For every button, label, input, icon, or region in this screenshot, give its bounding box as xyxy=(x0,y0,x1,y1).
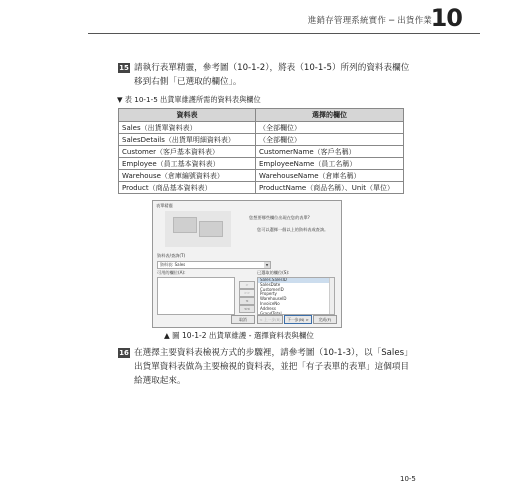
wizard-illustration xyxy=(165,211,231,247)
step-16-text xyxy=(134,346,444,388)
table-cell: SalesDetails（出貨單明細資料表） xyxy=(119,134,256,146)
step-16-badge: 16 xyxy=(119,349,129,357)
available-fields-list[interactable] xyxy=(157,277,235,315)
illustration-block xyxy=(199,221,223,237)
table-cell: EmployeeName（員工名稱） xyxy=(256,158,404,170)
header-rule xyxy=(88,33,480,34)
next-button[interactable]: 下一步(N) > xyxy=(284,315,312,324)
table-cell: ProductName（商品名稱）、Unit（單位） xyxy=(256,182,404,194)
finish-button[interactable]: 完成(F) xyxy=(313,315,337,324)
remove-all-button[interactable]: << xyxy=(239,305,255,313)
move-one-button[interactable]: > xyxy=(239,281,255,289)
table-row xyxy=(119,146,404,158)
chevron-down-icon[interactable]: ▼ xyxy=(265,263,269,267)
table-cell: Customer（客戶基本資料表） xyxy=(119,146,256,158)
form-wizard-dialog xyxy=(152,200,342,328)
list-item[interactable]: GrandTotal xyxy=(260,310,282,315)
table-cell: （全部欄位） xyxy=(256,122,404,134)
step-line: 給選取起來。 xyxy=(134,376,186,386)
available-fields-label: 可用的欄位(A): xyxy=(157,270,186,275)
list-item[interactable]: InvoiceNo xyxy=(260,300,280,306)
page-number: 10-5 xyxy=(400,475,416,483)
table-query-value: 資料表: Sales xyxy=(160,262,186,267)
table-cell: WarehouseName（倉庫名稱） xyxy=(256,170,404,182)
scrollbar[interactable] xyxy=(329,278,334,314)
table-cell: Product（商品基本資料表） xyxy=(119,182,256,194)
running-header: 進銷存管理系統實作 ─ 出貨作業 xyxy=(307,16,432,26)
table-query-label: 資料表/查詢(T) xyxy=(157,253,186,258)
figure-caption: ▲ 圖 10-1-2 出貨單維護 - 選擇資料表與欄位 xyxy=(164,331,314,340)
list-item[interactable]: Address xyxy=(260,305,276,311)
table-header: 資料表 xyxy=(119,109,256,122)
list-item[interactable]: Sales.SalesID xyxy=(258,278,334,283)
step-line: 出貨單資料表做為主要檢視的資料表，並把「有子表單的表單」這個項目 xyxy=(134,362,410,372)
dialog-title: 表單精靈 xyxy=(156,203,173,208)
dialog-hint: 您可以選擇一個以上的資料表或查詢。 xyxy=(257,227,329,232)
list-item[interactable]: WarehouseID xyxy=(260,296,287,302)
table-cell: CustomerName（客戶名稱） xyxy=(256,146,404,158)
table-cell: Sales（出貨單資料表） xyxy=(119,122,256,134)
step-line: 移到右側「已選取的欄位」。 xyxy=(134,77,242,87)
table-header: 選擇的欄位 xyxy=(256,109,404,122)
selected-fields-list[interactable] xyxy=(257,277,335,315)
table-cell: Warehouse（倉庫編號資料表） xyxy=(119,170,256,182)
table-row xyxy=(119,158,404,170)
list-item[interactable]: CustomerID xyxy=(260,286,284,292)
table-row xyxy=(119,170,404,182)
step-15-badge: 15 xyxy=(119,64,129,72)
back-button[interactable]: < 上一步(B) xyxy=(257,315,283,324)
step-15-text xyxy=(134,61,444,89)
cancel-button[interactable]: 取消 xyxy=(231,315,255,324)
table-cell: Employee（員工基本資料表） xyxy=(119,158,256,170)
table-cell: （全部欄位） xyxy=(256,134,404,146)
fields-table xyxy=(118,108,404,194)
chapter-number: 10 xyxy=(430,4,462,32)
list-item[interactable]: Property xyxy=(260,291,277,297)
table-caption: ▼ 表 10-1-5 出貨單維護所需的資料表與欄位 xyxy=(117,95,261,104)
remove-one-button[interactable]: < xyxy=(239,297,255,305)
selected-fields-label: 已選取的欄位(S): xyxy=(257,270,290,275)
step-line: 請執行表單精靈，參考圖（10-1-2），將表（10-1-5）所列的資料表欄位 xyxy=(134,63,410,73)
step-line: 在選擇主要資料表檢視方式的步驟裡，請參考圖（10-1-3），以「Sales」 xyxy=(134,348,413,358)
table-query-select[interactable] xyxy=(157,261,271,269)
dialog-question: 您想要哪些欄位出現在您的表單? xyxy=(249,215,310,220)
list-item[interactable]: SalesDate xyxy=(260,281,281,287)
table-row xyxy=(119,122,404,134)
move-all-button[interactable]: >> xyxy=(239,289,255,297)
table-row xyxy=(119,182,404,194)
table-row xyxy=(119,134,404,146)
illustration-block xyxy=(173,217,197,233)
